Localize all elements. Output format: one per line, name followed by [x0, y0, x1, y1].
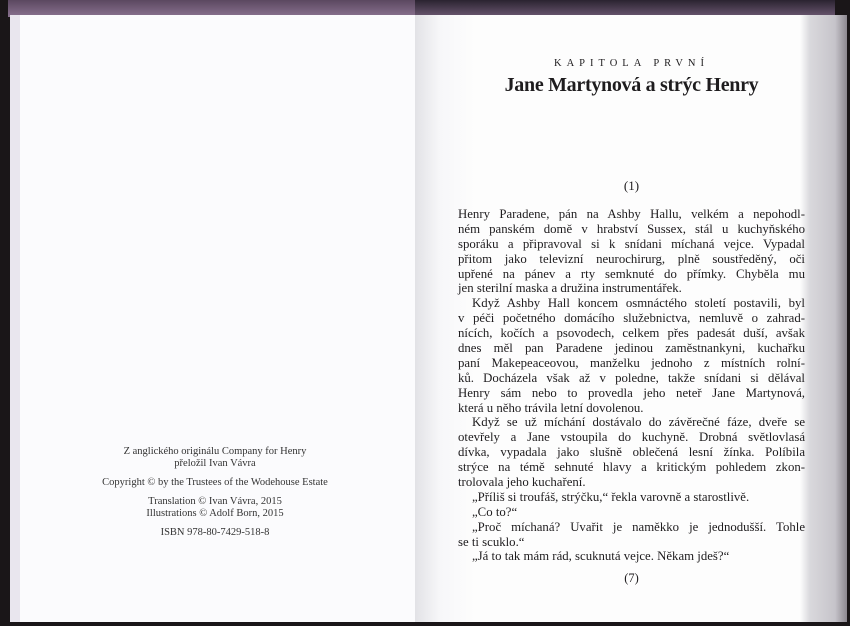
text-line: Když Ashby Hall koncem osmnáctého století postavili, byl	[472, 296, 805, 311]
text-line: Henry Paradene, pán na Ashby Hallu, velkém a nepohodl-	[458, 207, 805, 221]
text-line: „Proč míchaná? Uvařit je naměkko je jednodušší. Tohle	[472, 519, 805, 534]
text-line: otevřely a Jane vstoupila do kuchyně. Drobná světlovlasá	[458, 430, 805, 445]
text-line: přitom jako televizní neurochirurg, plně soustředěný, oči	[458, 251, 805, 266]
text-line: se ti scuklo.“	[458, 534, 525, 549]
section-number: (1)	[623, 178, 640, 193]
copyright-note: Copyright © by the Trustees of the Wodehouse Estate	[102, 477, 328, 488]
text-line: „Co to?“	[472, 504, 518, 519]
text-line: dívka, vypadala jako slušně oblečená lesní žínka. Políbila	[458, 445, 805, 460]
text-line: „Já to tak mám rád, scuknutá vejce. Někam jdeš?“	[472, 549, 730, 564]
isbn: ISBN 978-80-7429-518-8	[160, 527, 270, 538]
chapter-title: Jane Martynová a strýc Henry	[504, 74, 759, 96]
text-line: sporáku a připravoval si k snídani míchaná vejce. Vypadal	[458, 236, 805, 251]
text-line: nících, kočích a psovodech, celkem přes padesát duší, avšak	[458, 326, 805, 341]
text-line: upřené na pánev a rty semknuté do přímky. Chyběla mu	[458, 266, 805, 281]
text-line: která u něho trávila letní dovolenou.	[458, 400, 644, 415]
text-line: strýce na témě sehnuté hlavy a kritickým pohledem zkon-	[458, 460, 805, 475]
text-line: paní Makepeaceovou, manželku jednoho z místních rolní-	[458, 355, 805, 370]
translation-copyright: Translation © Ivan Vávra, 2015	[148, 496, 282, 507]
text-line: Když se už míchání dostávalo do závěrečné fáze, dveře se	[472, 415, 805, 430]
text-line: v péči početného domácího služebnictva, nemluvě o zahrad-	[458, 311, 805, 326]
text-line: ků. Docházela však až v poledne, takže snídani si dělával	[458, 370, 805, 385]
text-line: „Příliš si troufáš, strýčku,“ řekla varovně a starostlivě.	[472, 489, 750, 504]
page-number: (7)	[624, 571, 639, 585]
text-line: trolovala jeho kuchaření.	[458, 475, 586, 490]
text-line: dnes měl pan Paradene jedinou zaměstnankyni, kuchařku	[458, 341, 805, 356]
body-text	[458, 207, 805, 564]
illustrations-copyright: Illustrations © Adolf Born, 2015	[146, 508, 284, 519]
copyright-credits	[20, 446, 410, 539]
text-line: Henry sám nebo to provedla jeho neteř Jane Martynová,	[458, 385, 805, 400]
page-edge	[10, 15, 20, 622]
chapter-label: KAPITOLA PRVNÍ	[553, 58, 709, 69]
original-title-note: Z anglického originálu Company for Henry	[123, 446, 307, 457]
text-line: jen sterilní maska a družina instrumentářek.	[458, 281, 682, 296]
translator-note: přeložil Ivan Vávra	[174, 458, 256, 469]
text-line: ném panském domě v hrabství Sussex, stál u kuchyňského	[458, 221, 805, 236]
